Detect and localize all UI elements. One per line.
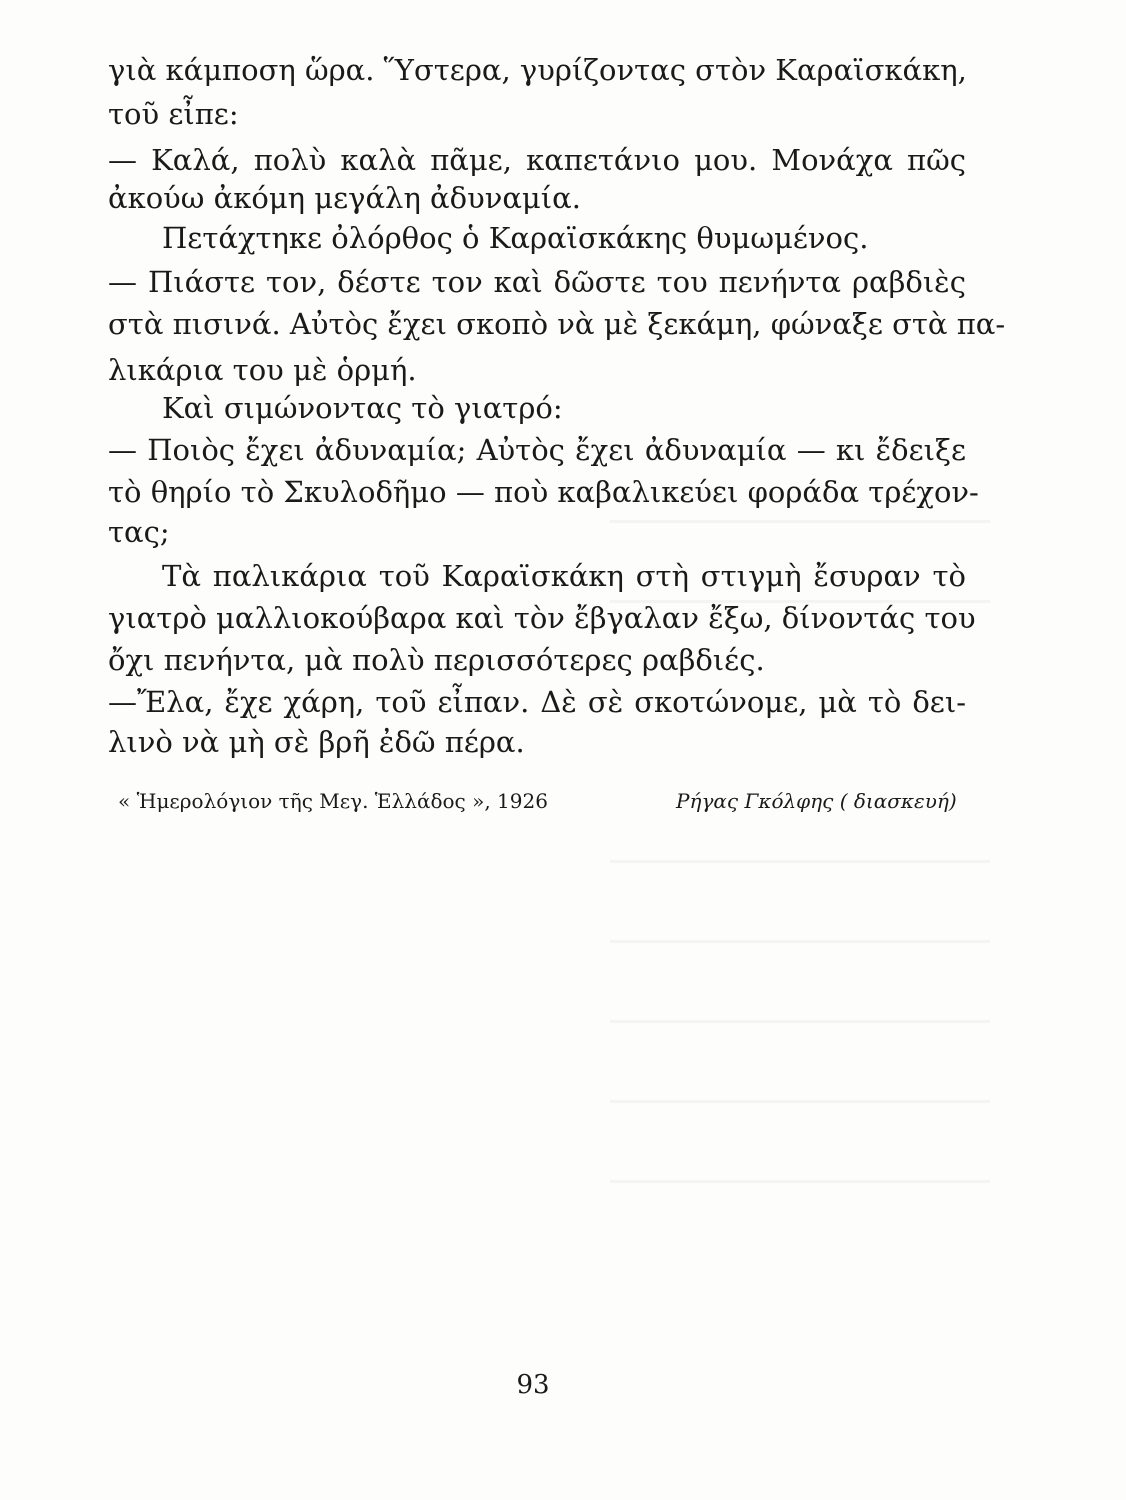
show-through-mark <box>610 860 990 863</box>
text-line: Τὰ παλικάρια τοῦ Καραϊσκάκη στὴ στιγμὴ ἔσυραν τὸ <box>162 559 966 593</box>
text-line: γιὰ κάμποση ὥρα. Ὕστερα, γυρίζοντας στὸν Καραϊσκάκη, <box>108 53 967 87</box>
page-number: 93 <box>516 1370 550 1400</box>
text-line: Πετάχτηκε ὀλόρθος ὁ Καραϊσκάκης θυμωμένος. <box>162 221 869 255</box>
show-through-mark <box>610 1100 990 1103</box>
text-line: τας; <box>108 515 170 549</box>
show-through-mark <box>610 1180 990 1183</box>
text-line: Καὶ σιμώνοντας τὸ γιατρό: <box>162 391 563 425</box>
text-line: — Καλά, πολὺ καλὰ πᾶμε, καπετάνιο μου. Μονάχα πῶς <box>108 143 966 177</box>
text-line: τὸ θηρίο τὸ Σκυλοδῆμο — ποὺ καβαλικεύει φοράδα τρέχον- <box>108 475 979 509</box>
text-line: — Ποιὸς ἔχει ἀδυναμία; Αὐτὸς ἔχει ἀδυναμία — κι ἔδειξε <box>108 433 966 467</box>
text-line: —Ἔλα, ἔχε χάρη, τοῦ εἶπαν. Δὲ σὲ σκοτώνομε, μὰ τὸ δει- <box>108 685 966 719</box>
text-line: λικάρια του μὲ ὁρμή. <box>108 353 417 387</box>
text-line: στὰ πισινά. Αὐτὸς ἔχει σκοπὸ νὰ μὲ ξεκάμη, φώναξε στὰ πα- <box>108 307 1006 341</box>
text-line: τοῦ εἶπε: <box>108 97 239 131</box>
author-credit: Ρήγας Γκόλφης ( διασκευή) <box>676 789 957 813</box>
text-line: — Πιάστε τον, δέστε τον καὶ δῶστε του πενήντα ραβδιὲς <box>108 265 966 299</box>
show-through-mark <box>610 1020 990 1023</box>
text-line: ἀκούω ἀκόμη μεγάλη ἀδυναμία. <box>108 181 581 215</box>
show-through-mark <box>610 520 990 523</box>
text-line: λινὸ νὰ μὴ σὲ βρῆ ἐδῶ πέρα. <box>108 725 525 759</box>
text-line: ὄχι πενήντα, μὰ πολὺ περισσότερες ραβδιές. <box>108 643 765 677</box>
source-citation: « Ἡμερολόγιον τῆς Μεγ. Ἑλλάδος », 1926 <box>118 789 548 813</box>
text-line: γιατρὸ μαλλιοκούβαρα καὶ τὸν ἔβγαλαν ἔξω, δίνοντάς του <box>108 601 976 635</box>
show-through-mark <box>610 940 990 943</box>
